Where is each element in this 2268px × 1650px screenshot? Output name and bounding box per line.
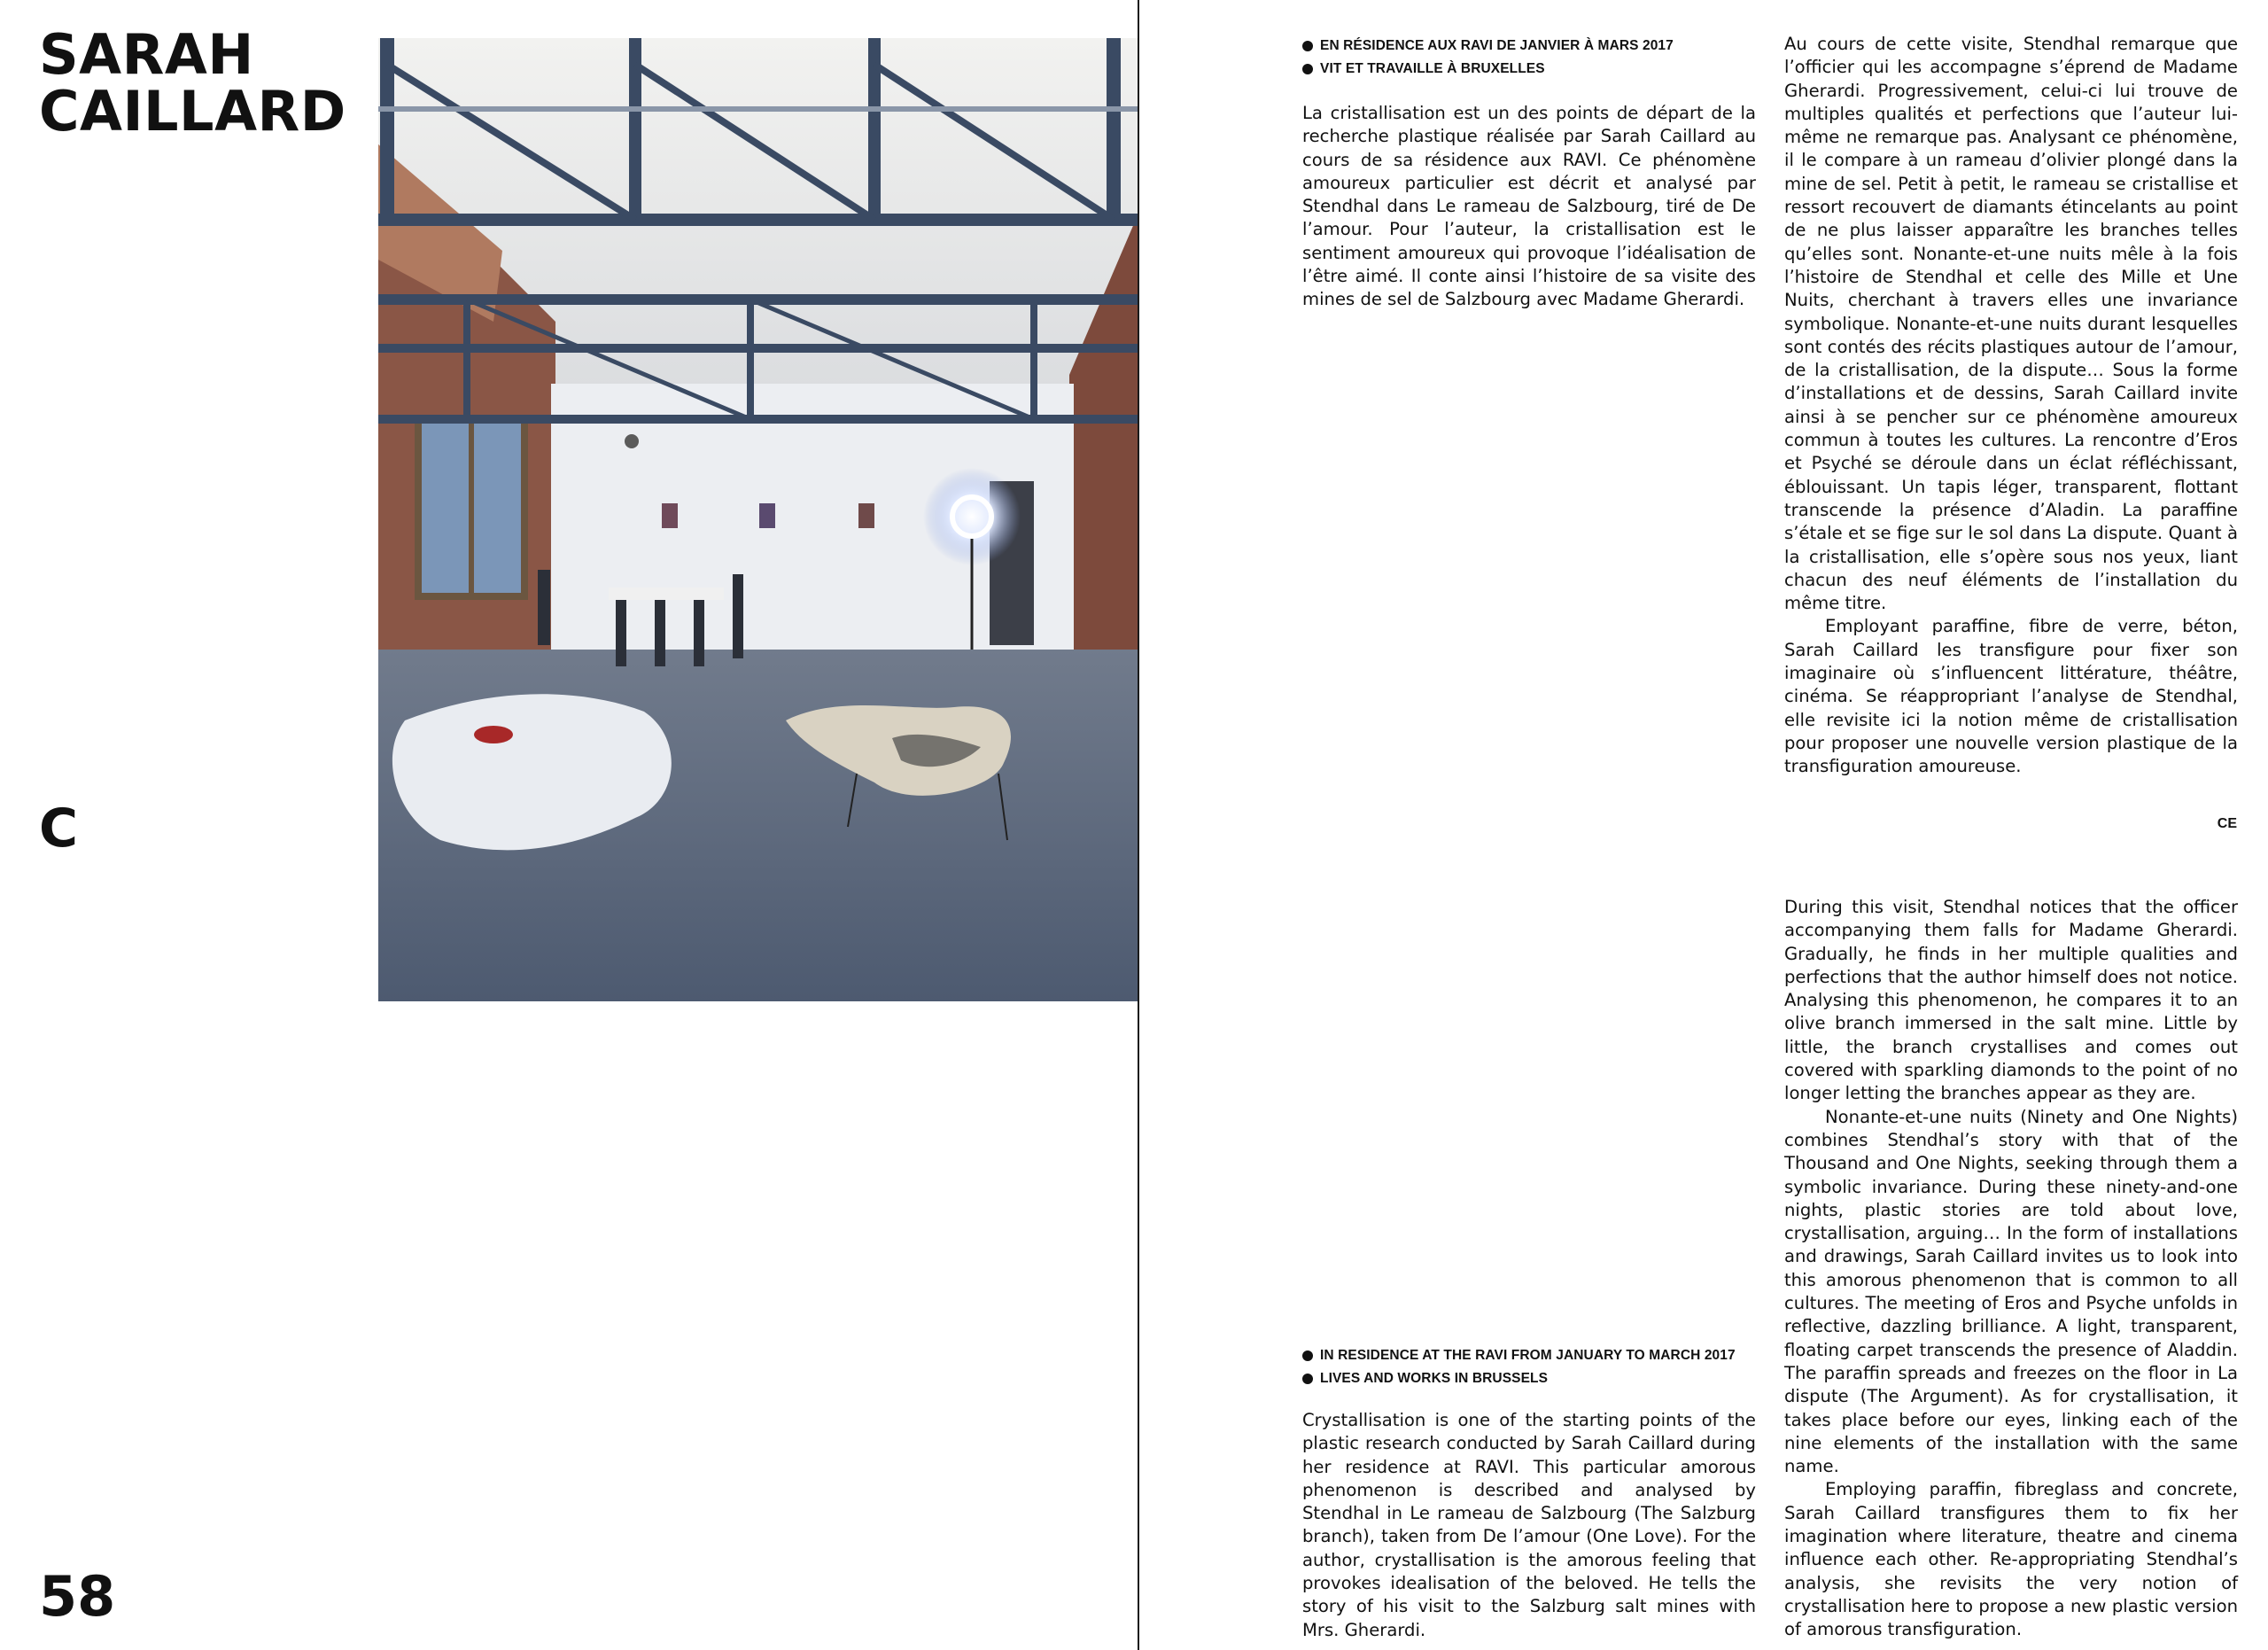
bullet-icon xyxy=(1302,64,1313,74)
page-number: 58 xyxy=(39,1564,116,1629)
photo-illustration xyxy=(378,38,1138,1001)
author-initials: CE xyxy=(2217,816,2237,831)
english-paragraph-3: Nonante-et-une nuits (Ninety and One Nights) combines Stendhal’s story with that of the Thousand and One Nights, seeking through them a symbolic invariance. During these ninety-and-one nights, plastic stories are told about love, crystallisation, arguing… In the form of installations and drawings, Sarah Caillard invites us to look into this amorous phenomenon that is common to all cultures. The meeting of Eros and Psyche unfolds in reflective, dazzling brilliance. A light, transparent, floating carpet transcends the presence of Aladdin. The paraffin spreads and freezes on the floor in La dispute (The Argument). As for crystallisation, it takes place before our eyes, linking each of the nine elements of the installation with the same name. xyxy=(1784,1106,2238,1477)
artist-first-name: SARAH xyxy=(39,22,254,87)
french-text-column-2 xyxy=(1784,33,2238,779)
bullet-icon xyxy=(1302,1350,1313,1361)
section-letter: C xyxy=(39,798,79,860)
english-paragraph-4: Employing paraffin, fibreglass and concrete, Sarah Caillard transfigures them to fix her imagination where literature, theatre and cinema influence each other. Re-appropriating Stendhal’s analysis, she revisits the very notion of crystallisation here to propose a new plastic version of amorous transfiguration. xyxy=(1784,1479,2238,1640)
artist-name xyxy=(39,22,346,144)
list-item: LIVES AND WORKS IN BRUSSELS xyxy=(1302,1367,1736,1390)
english-paragraph-1: Crystallisation is one of the starting points of the plastic research conducted by Sarah Caillard during her residence at RAVI. This particular amorous phenomenon is described and analysed by Stendhal in Le rameau de Salzbourg (The Salzburg branch), taken from De l’amour (One Love). For the author, crystallisation is the amorous feeling that provokes idealisation of the beloved. He tells the story of his visit to the Salzburg salt mines with Mrs. Gherardi. xyxy=(1302,1410,1756,1640)
english-text-column-2 xyxy=(1784,896,2238,1642)
english-meta-list xyxy=(1302,1344,1736,1390)
english-text-column-1 xyxy=(1302,1409,1756,1642)
list-item: IN RESIDENCE AT THE RAVI FROM JANUARY TO MARCH 2017 xyxy=(1302,1344,1736,1367)
english-paragraph-2: During this visit, Stendhal notices that the officer accompanying them falls for Madame Gherardi. Gradually, he finds in her multiple qualities and perfections that the author himself does not notice. Analysing this phenomenon, he compares it to an olive branch immersed in the salt mine. Little by little, the branch crystallises and comes out covered with sparkling diamonds to the point of no longer letting the branches appear as they are. xyxy=(1784,897,2238,1104)
page-spine-divider xyxy=(1138,0,1139,1650)
french-paragraph-1: La cristallisation est un des points de départ de la recherche plastique réalisée par Sarah Caillard au cours de sa résidence aux RAVI. Ce phénomène amoureux particulier est décrit et analysé par Stendhal dans Le rameau de Salzbourg, tiré de De l’amour. Pour l’auteur, la cristallisation est le sentiment amoureux qui provoque l’idéalisation de l’être aimé. Il conte ainsi l’histoire de sa visite des mines de sel de Salzbourg avec Madame Gherardi. xyxy=(1302,103,1756,310)
french-paragraph-3: Employant paraffine, fibre de verre, béton, Sarah Caillard les transfigure pour fixer son imaginaire où s’influencent littérature, théâtre, cinéma. Se réappropriant l’analyse de Stendhal, elle revisite ici la notion même de cristallisation pour proposer une nouvelle version plastique de la transfiguration amoureuse. xyxy=(1784,616,2238,777)
gallery-installation-photo xyxy=(378,38,1138,1001)
french-text-column-1 xyxy=(1302,102,1756,312)
artist-last-name: CAILLARD xyxy=(39,79,346,144)
bullet-icon xyxy=(1302,1374,1313,1384)
list-item: VIT ET TRAVAILLE À BRUXELLES xyxy=(1302,58,1674,81)
french-paragraph-2: Au cours de cette visite, Stendhal remarque que l’officier qui les accompagne s’éprend de Madame Gherardi. Progressivement, celui-ci lui trouve de multiples qualités et perfections que l’auteur lui-même ne remarque pas. Analysant ce phénomène, il le compare à un rameau d’olivier plongé dans la mine de sel. Petit à petit, le rameau se cristallise et ressort recouvert de diamants étincelants au point de ne plus laisser apparaître les branches telles qu’elles sont. Nonante-et-une nuits mêle à la fois l’histoire de Stendhal et celle des Mille et Une Nuits, cherchant à travers elles une invariance symbolique. Nonante-et-une nuits durant lesquelles sont contés des récits plastiques autour de l’amour, de la cristallisation, de la dispute… Sous la forme d’installations et de dessins, Sarah Caillard invite ainsi à se pencher sur ce phénomène amoureux commun à toutes les cultures. La rencontre d’Eros et Psyché se déroule dans un éclat réfléchissant, éblouissant. Un tapis léger, transparent, flottant transcende la présence d’Aladin. La paraffine s’étale et se fige sur le sol dans La dispute. Quant à la cristallisation, elle s’opère sous nos yeux, liant chacun des neuf éléments de l’installation du même titre. xyxy=(1784,34,2238,614)
list-item: EN RÉSIDENCE AUX RAVI DE JANVIER À MARS 2017 xyxy=(1302,35,1674,58)
bullet-icon xyxy=(1302,41,1313,51)
french-meta-list xyxy=(1302,35,1674,81)
